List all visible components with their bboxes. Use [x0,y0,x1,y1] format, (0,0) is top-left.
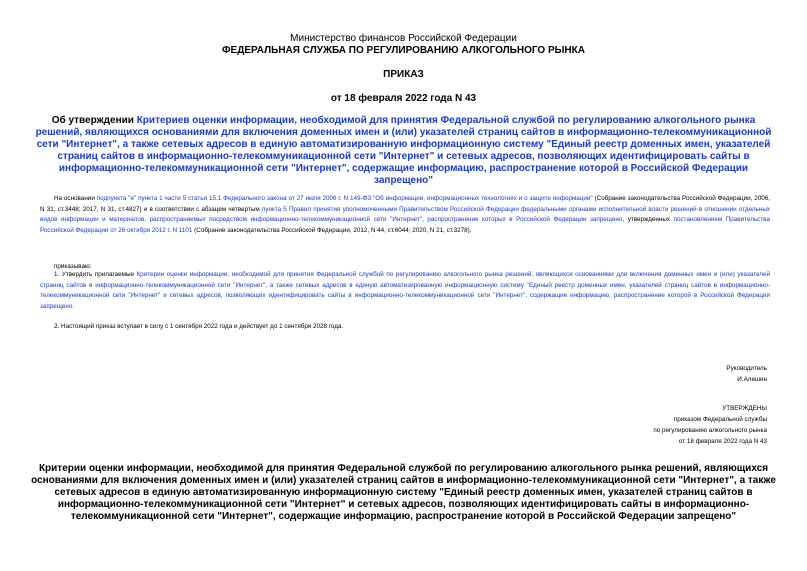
document-title [30,115,777,187]
resolution-1101-link[interactable]: постановлением Правительства Российской Федерации от 26 октября 2012 г. N 1101 [40,216,770,235]
preamble-paragraph [40,194,770,237]
approval-line-1: УТВЕРЖДЕНЫ [722,405,767,412]
doc-type-heading: ПРИКАЗ [383,69,424,80]
rules-point5-link[interactable]: пункта 5 Правил принятия уполномоченными Правительством Российской Федерации федеральными органами исполнительной власти решений в отношении отдельных видов информации и материалов, распространяемых посредством информационно-телекоммуникационной сети "Интернет", распространение которых в Российской Федерации запрещено [40,205,770,224]
doc-date-number: от 18 февраля 2022 года N 43 [330,93,477,104]
title-prefix: Об утверждении [51,115,137,126]
approval-line-2: приказом Федеральной службы [673,416,767,423]
item-2-text: 2. Настоящий приказ вступает в силу с 1 сентября 2022 года и действует до 1 сентября 2028 года. [54,323,344,330]
ministry-heading: Министерство финансов Российской Федерации [290,33,517,44]
title-criteria-link[interactable]: Критериев оценки информации, необходимой для принятия Федеральной службой по регулированию алкогольного рынка решений, являющихся основаниями для включения доменных имен и (или) указателей страниц сайтов в информационно-телекоммуникационной сети "Интернет", а также сетевых адресов в единую автоматизированную информационную систему "Единый реестр доменных имен, указателей страниц сайтов в информационно-телекоммуникационной сети "Интернет" и сетевых адресов, позволяющих идентифицировать сайты в информационно-телекоммуникационной сети "Интернет", содержащие информацию, распространение которой в Российской Федерации запрещено" [35,115,772,186]
item-1-paragraph [40,270,770,313]
approval-line-4: от 18 февраля 2022 года N 43 [678,438,767,445]
item-1-end: . [72,303,75,311]
signature-block [726,363,767,385]
preamble-text-2: (Собрание законодательства Российской Федерации, 2006, N 31, ст.3448; 2017, N 31, ст.4827) и в соответствии с абзацем четвертым [40,195,770,213]
approval-line-3: по регулированию алкогольного рынка [653,427,767,434]
preamble-text-1: На основании [54,195,97,202]
order-word: приказываю: [54,263,92,270]
service-heading: ФЕДЕРАЛЬНАЯ СЛУЖБА ПО РЕГУЛИРОВАНИЮ АЛКОГОЛЬНОГО РЫНКА [222,45,585,56]
preamble-text-3: , утвержденных [622,216,674,224]
item-1-text: 1. Утвердить прилагаемые [54,271,137,278]
preamble-text-4: (Собрание законодательства Российской Федерации, 2012, N 44, ст.6044; 2020, N 21, ст.3278), [192,227,472,235]
law-149fz-link[interactable]: подпункта "е" пункта 1 части 5 статьи 15.1 Федерального закона от 27 июля 2006 г. N 149-ФЗ "Об информации, информационных технологиях и о защите информации" [96,195,593,202]
item-1-criteria-link[interactable]: Критерии оценки информации, необходимой для принятия Федеральной службой по регулированию алкогольного рынка решений, являющихся основаниями для включения доменных имен и (или) указателей страниц сайтов в информационно-телекоммуникационной сети "Интернет", а также сетевых адресов в единую автоматизированную информационную систему "Единый реестр доменных имен, указателей страниц сайтов в информационно-телекоммуникационной сети "Интернет" и сетевых адресов, позволяющих идентифицировать сайты в информационно-телекоммуникационной сети "Интернет", содержащие информацию, распространение которой в Российской Федерации запрещено [40,271,770,311]
approval-block [653,403,767,447]
item-2-paragraph [40,322,770,333]
criteria-title: Критерии оценки информации, необходимой для принятия Федеральной службой по регулированию алкогольного рынка решений, являющихся основаниями для включения доменных имен и (или) указателей страниц сайтов в информационно-телекоммуникационной сети "Интернет", а также сетевых адресов в единую автоматизированную информационную систему "Единый реестр доменных имен, указателей страниц сайтов в информационно-телекоммуникационной сети "Интернет" и сетевых адресов, позволяющих идентифицировать сайты в информационно-телекоммуникационной сети "Интернет", содержащие информацию, распространение которой в Российской Федерации запрещено" [31,463,776,522]
signature-name: И.Алешин [737,376,767,383]
signature-role: Руководитель [726,365,767,372]
